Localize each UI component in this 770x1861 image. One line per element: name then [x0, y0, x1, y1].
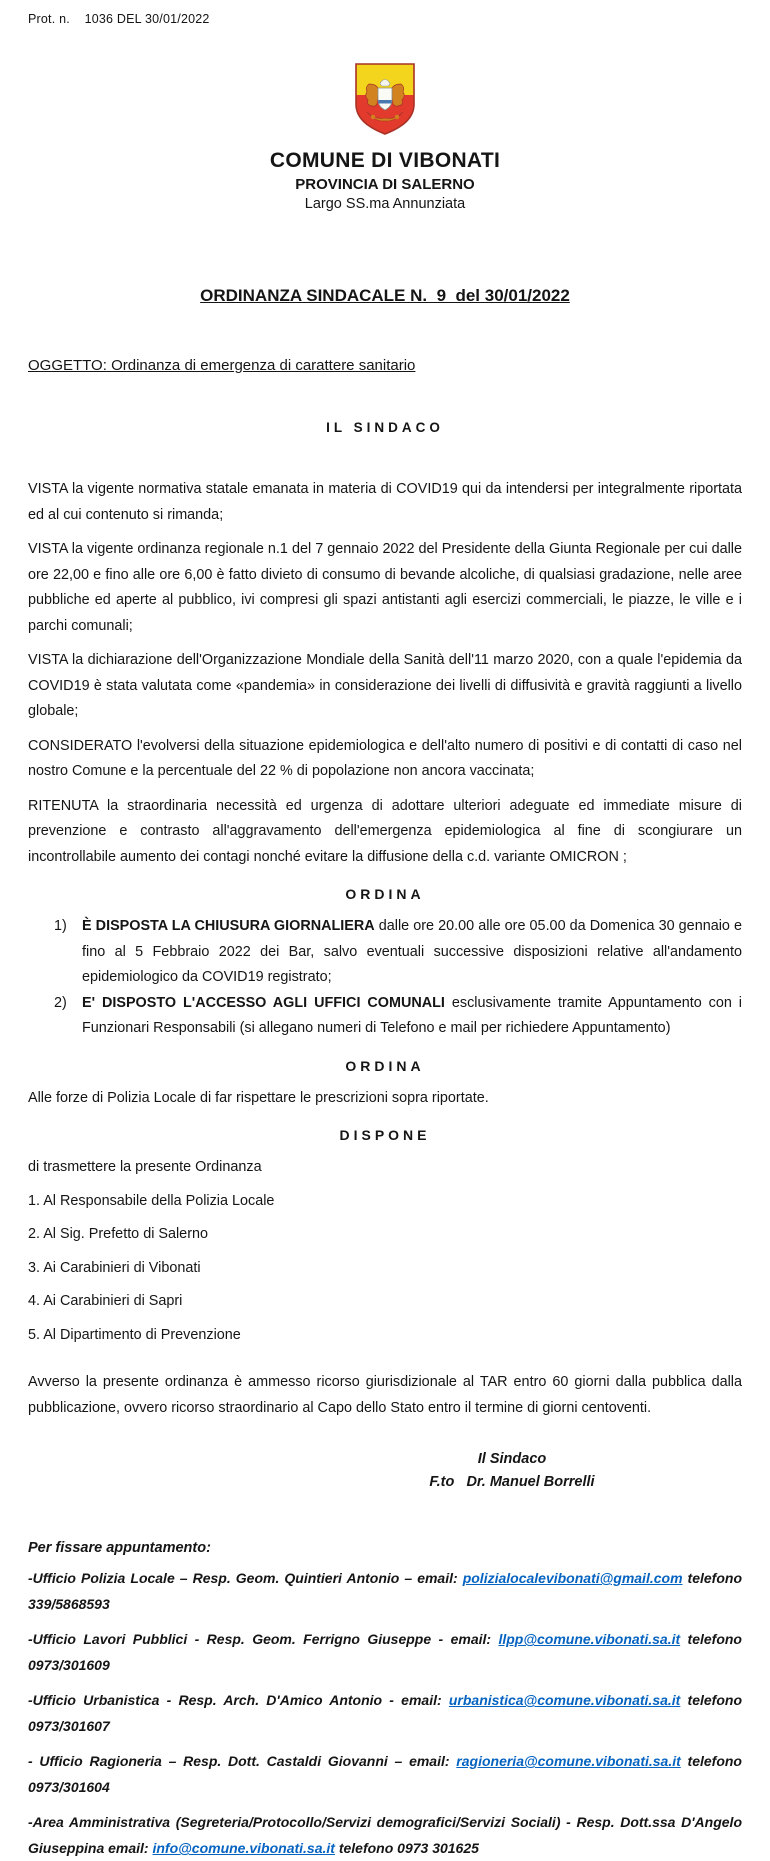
list-marker: 2)	[54, 994, 67, 1011]
list-marker: 1)	[54, 918, 67, 934]
contact-text-before: -Ufficio Polizia Locale – Resp. Geom. Quintieri Antonio – email:	[28, 1570, 463, 1586]
email-link[interactable]: ragioneria@comune.vibonati.sa.it	[456, 1753, 681, 1769]
premise-paragraph: VISTA la vigente normativa statale emanata in materia di COVID19 qui da intendersi per integralmente riportata ed al cui contenuto si rimanda;	[28, 481, 742, 523]
recipient-line: 5. Al Dipartimento di Prevenzione	[28, 1326, 241, 1343]
enforcement-paragraph: Alle forze di Polizia Locale di far rispettare le prescrizioni sopra riportate.	[28, 1089, 489, 1106]
email-link[interactable]: info@comune.vibonati.sa.it	[152, 1840, 335, 1856]
ordina-item-lead: E' DISPOSTO L'ACCESSO AGLI UFFICI COMUNALI	[82, 994, 445, 1011]
premises-section	[28, 477, 742, 870]
ordina-heading: ORDINA	[345, 886, 425, 902]
email-link[interactable]: urbanistica@comune.vibonati.sa.it	[448, 1692, 681, 1708]
municipality-province: PROVINCIA DI SALERNO	[295, 176, 475, 193]
contact-line	[28, 1809, 742, 1861]
appointments-heading: Per fissare appuntamento:	[28, 1540, 211, 1556]
ordina-item-text: esclusivamente tramite Appuntamento con i Funzionari Responsabili (si allegano numeri di Telefono e mail per richiedere Appuntamento)	[82, 994, 742, 1036]
ordina-list	[28, 914, 742, 1042]
signature-block	[362, 1451, 662, 1490]
premise-paragraph: VISTA la dichiarazione dell'Organizzazione Mondiale della Sanità dell'11 marzo 2020, con a quale l'epidemia da COVID19 è stata valutata come «pandemia» in considerazione dei livelli di diffusività e gravità raggiunti a livello globale;	[28, 652, 742, 719]
contact-line	[28, 1748, 742, 1800]
issuer-heading: IL SINDACO	[326, 420, 444, 435]
recipient-line: 1. Al Responsabile della Polizia Locale	[28, 1192, 275, 1209]
premise-paragraph: CONSIDERATO l'evolversi della situazione epidemiologica e dell'alto numero di positivi e di contatti di caso nel nostro Comune e la percentuale del 22 % di popolazione non ancora vaccinata;	[28, 737, 742, 779]
municipality-header	[28, 149, 742, 212]
contact-line	[28, 1687, 742, 1739]
crest-container	[28, 62, 742, 136]
contact-text-after: telefono 339/5868593	[28, 1570, 742, 1612]
contact-text-before: - Ufficio Ragioneria – Resp. Dott. Castaldi Giovanni – email:	[28, 1753, 457, 1769]
municipality-address: Largo SS.ma Annunziata	[304, 196, 466, 212]
contact-text-after: telefono 0973 301625	[334, 1840, 479, 1856]
recipient-line: 2. Al Sig. Prefetto di Salerno	[28, 1226, 208, 1242]
dispone-heading: DISPONE	[339, 1127, 431, 1143]
ordinance-title: ORDINANZA SINDACALE N. 9 del 30/01/2022	[200, 286, 570, 305]
contact-line	[28, 1565, 742, 1617]
recipient-line: 3. Ai Carabinieri di Vibonati	[28, 1259, 201, 1276]
ordina-item-text: dalle ore 20.00 alle ore 05.00 da Domenica 30 gennaio e fino al 5 Febbraio 2022 dei Bar, salvo eventuali successive disposizioni relative all'andamento epidemiologico da COVID19 registrato;	[82, 918, 742, 985]
ordina-item-body	[82, 991, 742, 1042]
contact-text-before: -Ufficio Urbanistica - Resp. Arch. D'Amico Antonio - email:	[28, 1692, 449, 1708]
signature-name: F.to Dr. Manuel Borrelli	[429, 1474, 595, 1490]
appeal-paragraph: Avverso la presente ordinanza è ammesso ricorso giurisdizionale al TAR entro 60 giorni dalla pubblica dalla pubblicazione, ovvero ricorso straordinario al Capo dello Stato entro il termine di giorni centoventi.	[28, 1374, 742, 1416]
ordina-item-lead: È DISPOSTA LA CHIUSURA GIORNALIERA	[82, 918, 375, 934]
contact-line	[28, 1626, 742, 1678]
ordina-heading: ORDINA	[345, 1057, 425, 1074]
signature-role: Il Sindaco	[477, 1451, 547, 1467]
contact-text-before: -Ufficio Lavori Pubblici - Resp. Geom. Ferrigno Giuseppe - email:	[28, 1631, 499, 1647]
protocol-line: Prot. n. 1036 DEL 30/01/2022	[28, 12, 210, 26]
municipality-name: COMUNE DI VIBONATI	[269, 149, 501, 172]
contact-text-before: -Area Amministrativa (Segreteria/Protocollo/Servizi demografici/Servizi Sociali) - Resp. Dott.ssa D'Angelo Giuseppina email:	[28, 1814, 742, 1856]
contact-text-after: telefono 0973/301609	[28, 1631, 742, 1673]
ordina-item	[28, 991, 742, 1042]
recipient-list	[28, 1189, 742, 1349]
contact-text-after: telefono 0973/301604	[28, 1753, 742, 1795]
ordina-item-body	[82, 914, 742, 991]
premise-paragraph: VISTA la vigente ordinanza regionale n.1 del 7 gennaio 2022 del Presidente della Giunta Regionale per cui dalle ore 22,00 e fino alle ore 6,00 è fatto divieto di consumo di bevande alcoliche, di qualsiasi gradazione, nelle aree pubbliche ed aperte al pubblico, ivi compresi gli spazi antistanti agli esercizi commerciali, le piazze, le ville e i parchi comunali;	[28, 541, 742, 634]
recipient-line: 4. Ai Carabinieri di Sapri	[28, 1293, 183, 1309]
municipal-crest-icon	[353, 62, 417, 136]
email-link[interactable]: llpp@comune.vibonati.sa.it	[498, 1631, 681, 1647]
ordina-item	[28, 914, 742, 991]
premise-paragraph: RITENUTA la straordinaria necessità ed urgenza di adottare ulteriori adeguate ed immediate misure di prevenzione e contrasto all'aggravamento dell'emergenza epidemiologica al fine di scongiurare un incontrollabile aumento dei contagi nonché evitare la diffusione della c.d. variante OMICRON ;	[28, 797, 742, 865]
contacts-section	[28, 1565, 742, 1861]
email-link[interactable]: polizialocalevibonati@gmail.com	[462, 1570, 683, 1586]
dispone-intro: di trasmettere la presente Ordinanza	[28, 1159, 262, 1175]
contact-text-after: telefono 0973/301607	[28, 1692, 742, 1734]
subject-line: OGGETTO: Ordinanza di emergenza di carattere sanitario	[28, 357, 416, 374]
